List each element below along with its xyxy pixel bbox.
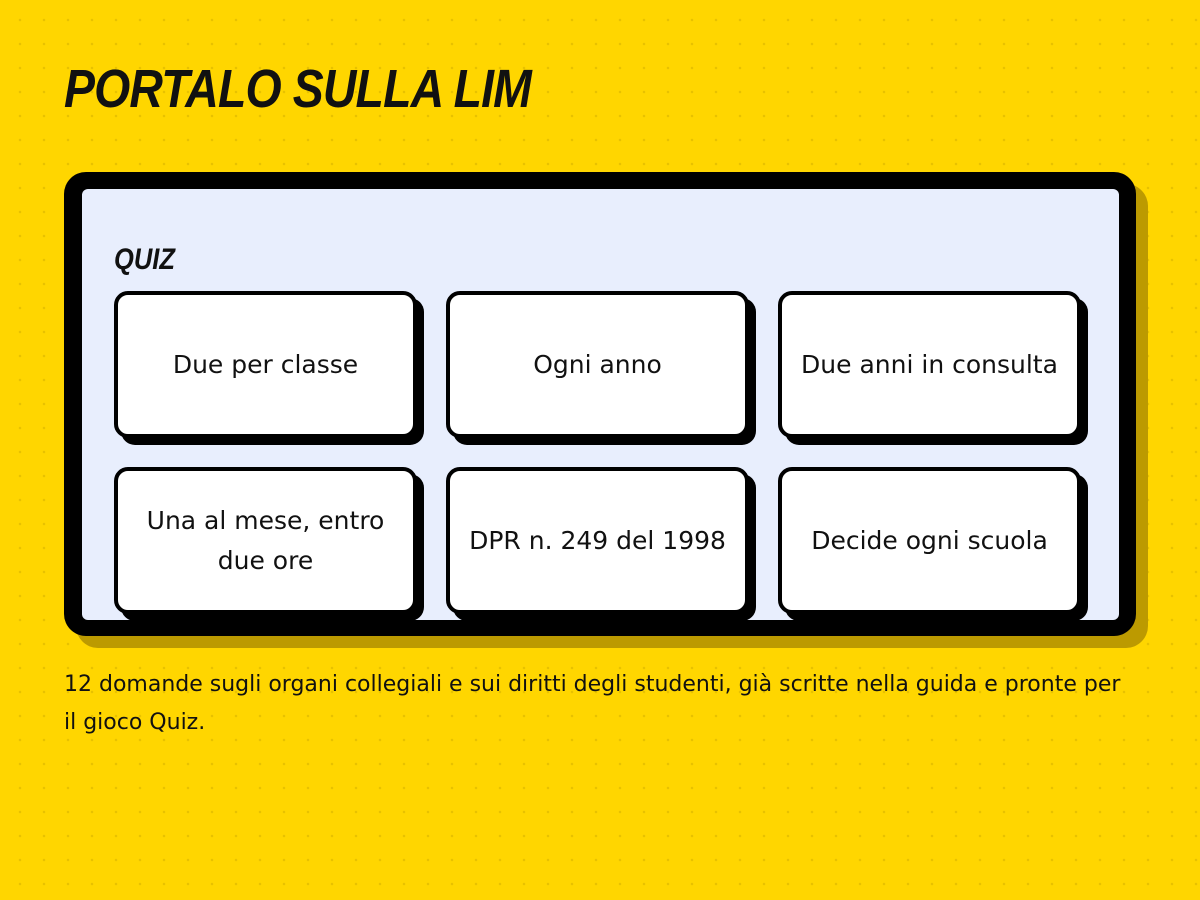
caption-text: 12 domande sugli organi collegiali e sui diritti degli studenti, già scritte nella guida e pronte per il gioco Quiz. bbox=[64, 672, 1121, 735]
answer-card-4[interactable]: Una al mese, entro due ore bbox=[114, 467, 417, 614]
answer-card-2[interactable]: Ogni anno bbox=[446, 291, 749, 438]
answer-card-5[interactable]: DPR n. 249 del 1998 bbox=[446, 467, 749, 614]
answer-card-3[interactable]: Due anni in consulta bbox=[778, 291, 1081, 438]
quiz-label: QUIZ bbox=[114, 243, 175, 276]
page-title: PORTALO SULLA LIM bbox=[64, 59, 531, 119]
whiteboard-frame bbox=[64, 172, 1136, 636]
answer-card-1[interactable]: Due per classe bbox=[114, 291, 417, 438]
answer-card-6[interactable]: Decide ogni scuola bbox=[778, 467, 1081, 614]
whiteboard-screen bbox=[82, 189, 1119, 620]
